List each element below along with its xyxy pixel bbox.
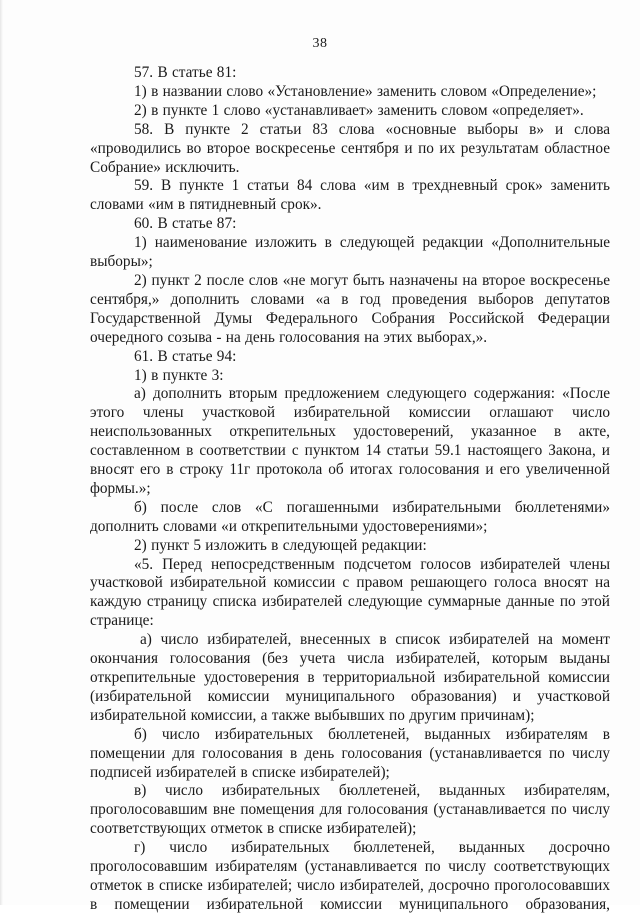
document-body: [90, 64, 610, 915]
paragraph-61-item-1: 1) в пункте 3:: [134, 366, 224, 384]
paragraph-quote-5b: б) число избирательных бюллетеней, выданных избирателям в помещении для голосования в день голосования (устанавливается по числу подписей избирателей в списке избирателей);: [90, 725, 610, 781]
paragraph-quote-5g: г) число избирательных бюллетеней, выданных досрочно проголосовавшим избирателям (устанавливается по числу соответствующих отметок в списке избирателей; число избирателей, досрочно проголосовавших в помещении избирательной комиссии муниципального образования,: [90, 839, 610, 913]
paragraph-61-heading: 61. В статье 94:: [134, 347, 237, 365]
paragraph-58: 58. В пункте 2 статьи 83 слова «основные выборы в» и слова «проводились во второе воскресенье сентября и по их результатам областное Собрание» исключить.: [90, 120, 610, 176]
paragraph-57-item-1: 1) в названии слово «Установление» заменить словом «Определение»;: [134, 82, 597, 100]
paragraph-60-heading: 60. В статье 87:: [134, 215, 237, 233]
page-number: 38: [312, 36, 328, 51]
paragraph-59: 59. В пункте 1 статьи 84 слова «им в трехдневный срок» заменить словами «им в пятидневный срок».: [90, 177, 610, 214]
paragraph-quote-5v: в) число избирательных бюллетеней, выданных избирателям, проголосовавшим вне помещения для голосования (устанавливается по числу соответствующих отметок в списке избирателей);: [90, 782, 610, 838]
scan-edge: [0, 0, 3, 905]
paragraph-quote-5a: а) число избирателей, внесенных в список избирателей на момент окончания голосования (без учета числа избирателей, которым выданы открепительные удостоверения в территориальной избирательной комиссии (избирательной комиссии муниципального образования) и участковой избирательной комиссии, а также выбывших по другим причинам);: [90, 631, 610, 724]
paragraph-60-item-1: 1) наименование изложить в следующей редакции «Дополнительные выборы»;: [90, 234, 610, 271]
paragraph-61-item-2: 2) пункт 5 изложить в следующей редакции:: [134, 536, 427, 554]
paragraph-61-item-1a: а) дополнить вторым предложением следующего содержания: «После этого члены участковой избирательной комиссии оглашают число неиспользованных открепительных удостоверений, указанное в акте, составленном в соответствии с пунктом 14 статьи 59.1 настоящего Закона, и вносят его в строку 11г протокола об итогах голосования и его увеличенной формы.»;: [90, 385, 610, 497]
paragraph-57-heading: 57. В статье 81:: [134, 64, 237, 81]
paragraph-quote-5: «5. Перед непосредственным подсчетом голосов избирателей члены участковой избирательной комиссии с правом решающего голоса вносят на каждую страницу списка избирателей следующие суммарные данные по этой странице:: [90, 555, 610, 630]
paragraph-61-item-1b: б) после слов «С погашенными избирательными бюллетенями» дополнить словами «и открепительными удостоверениями»;: [90, 498, 610, 535]
paragraph-57-item-2: 2) в пункте 1 слово «устанавливает» заменить словом «определяет».: [134, 101, 584, 119]
paragraph-60-item-2: 2) пункт 2 после слов «не могут быть назначены на второе воскресенье сентября,» дополнить словами «а в год проведения выборов депутатов Государственной Думы Федерального Собрания Российской Федерации очередного созыва - на день голосования на этих выборах,».: [90, 271, 610, 346]
